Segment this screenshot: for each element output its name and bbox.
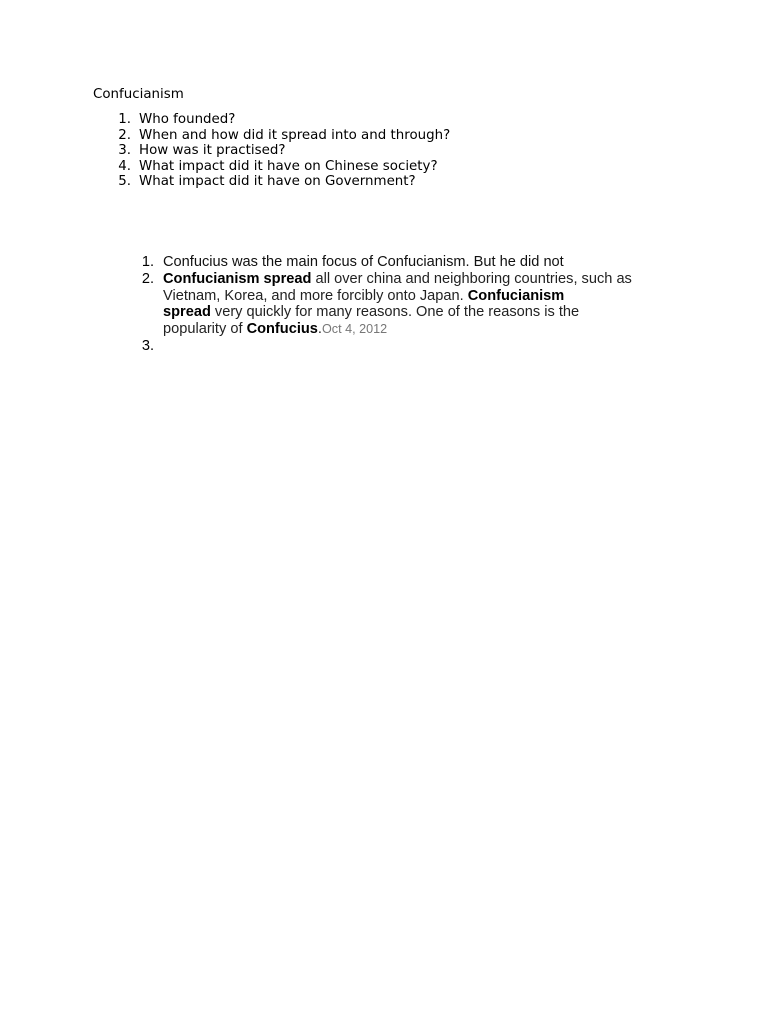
answer-item-3 <box>120 338 680 355</box>
question-text: What impact did it have on Chinese society? <box>139 158 438 174</box>
answer-text-segment: very quickly for many reasons. One of the reasons is the <box>210 304 580 321</box>
answers-list <box>120 254 680 355</box>
bold-term: Confucianism spread <box>163 270 312 287</box>
answer-number: 1. <box>141 254 154 270</box>
question-number: 5. <box>118 174 131 189</box>
answer-line <box>163 288 680 305</box>
answer-number: 3. <box>141 337 154 354</box>
answer-line <box>163 321 680 338</box>
document-title: Confucianism <box>93 87 184 102</box>
answer-line <box>163 271 680 288</box>
question-number: 2. <box>118 127 131 143</box>
bold-term: spread <box>163 304 211 321</box>
question-number: 1. <box>118 112 131 127</box>
date-snippet: Oct 4, 2012 <box>321 321 388 336</box>
answer-text-segment: Vietnam, Korea, and more forcibly onto Japan. <box>163 287 468 304</box>
question-text: Who founded? <box>139 112 236 127</box>
bold-term: Confucius <box>246 320 318 337</box>
bold-term: Confucianism <box>467 287 565 304</box>
answer-item-1 <box>120 254 680 271</box>
question-text: What impact did it have on Government? <box>139 174 416 189</box>
question-text: When and how did it spread into and through? <box>139 127 451 143</box>
answer-text: Confucius was the main focus of Confucianism. But he did not <box>163 254 564 270</box>
answer-text-segment: all over china and neighboring countries, such as <box>311 270 632 287</box>
question-number: 4. <box>118 158 131 174</box>
answer-number: 2. <box>141 270 154 287</box>
answer-text-segment: popularity of <box>163 320 247 337</box>
question-text: How was it practised? <box>139 143 286 158</box>
answer-item-2 <box>120 271 680 337</box>
answer-text-segment: . <box>317 320 322 337</box>
answer-line <box>163 304 680 321</box>
question-number: 3. <box>118 143 131 158</box>
